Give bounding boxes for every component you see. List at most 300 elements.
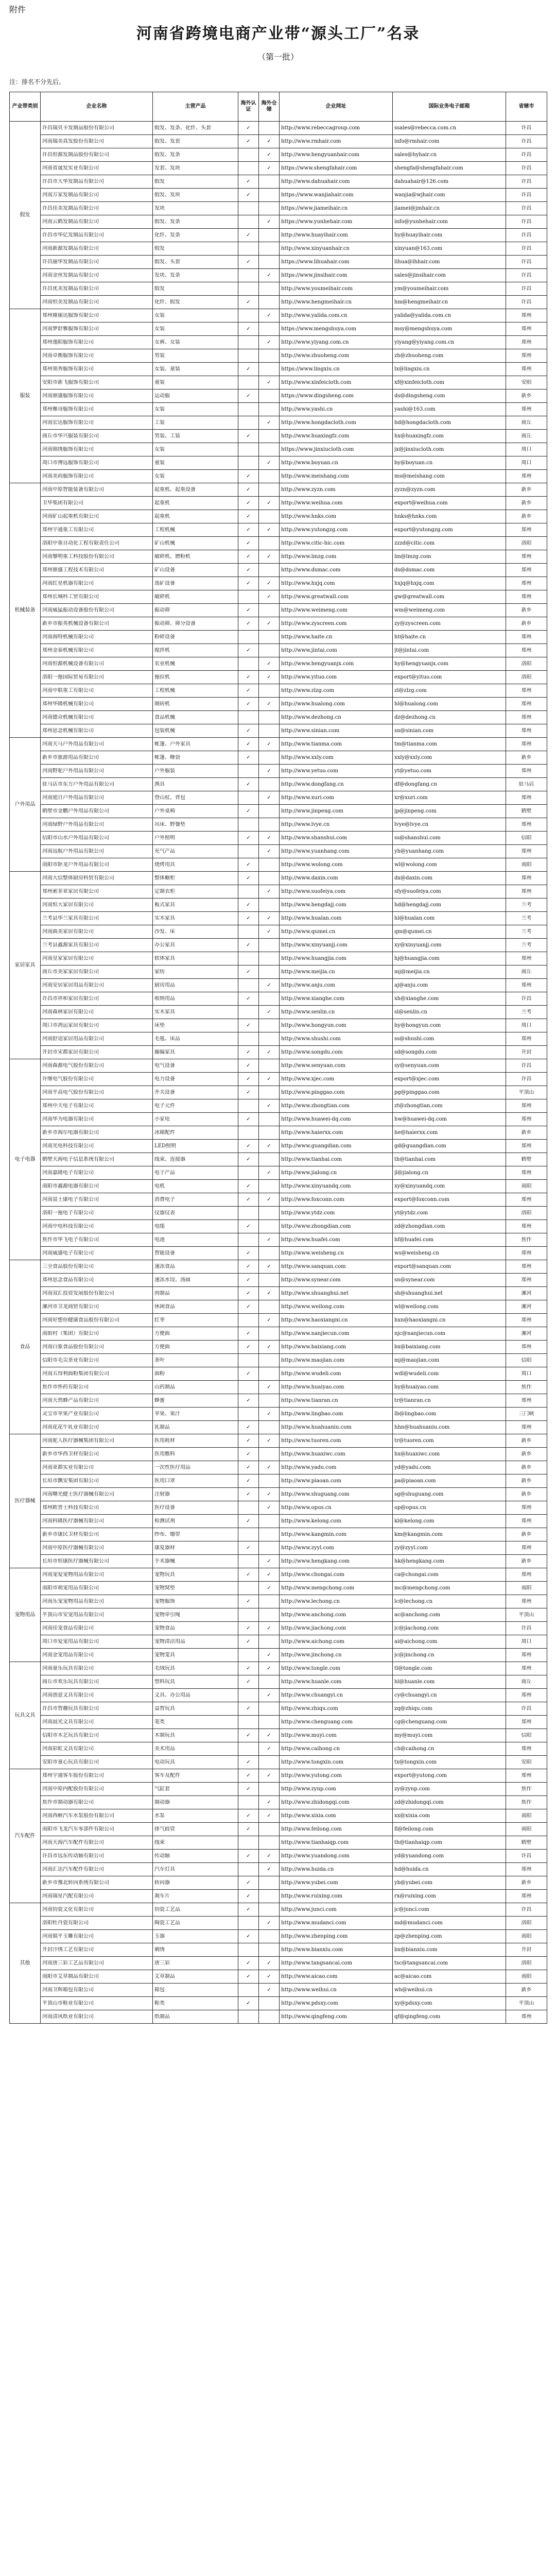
company-name: 河南曙光健士医疗器械有限公司 — [42, 1491, 114, 1497]
main-products-cell — [153, 1260, 238, 1274]
overseas-warehouse-cell — [259, 497, 280, 510]
overseas-warehouse: ✓ — [267, 982, 271, 988]
company-website-cell — [280, 1662, 393, 1675]
main-products: 气缸套 — [154, 1786, 170, 1792]
intl-email: hd@hongdacloth.com — [394, 419, 451, 426]
intl-email-cell — [393, 724, 506, 738]
company-name-cell — [41, 323, 153, 336]
overseas-cert-cell — [238, 992, 259, 1006]
company-name-cell — [41, 175, 153, 189]
company-website: http://www.zlzg.com — [281, 687, 335, 693]
company-website-cell — [280, 899, 393, 912]
main-products-cell — [153, 604, 238, 617]
company-name-cell — [41, 1153, 153, 1166]
intl-email: ds@dingsheng.com — [394, 393, 445, 399]
company-website: https://www.wanjiahair.com — [281, 192, 354, 198]
intl-email: xf@xinfeicloth.com — [394, 379, 444, 385]
city: 洛阳 — [521, 1210, 532, 1216]
company-website-cell — [280, 1528, 393, 1541]
company-name-cell — [41, 1314, 153, 1327]
overseas-cert-cell — [238, 1796, 259, 1809]
company-website-cell — [280, 1327, 393, 1341]
overseas-cert-cell — [238, 965, 259, 979]
overseas-warehouse: ✓ — [267, 848, 271, 854]
table-row — [10, 1046, 547, 1059]
city: 商丘 — [521, 969, 532, 975]
main-products: 电气设备 — [154, 1062, 175, 1069]
intl-email: sl@senlin.cn — [394, 1009, 427, 1015]
overseas-warehouse: ✓ — [267, 1464, 271, 1470]
company-name: 新乡市华西卫材有限公司 — [42, 1451, 99, 1457]
overseas-cert: ✓ — [246, 1478, 251, 1484]
overseas-cert: ✓ — [246, 1263, 251, 1269]
city: 新乡 — [521, 1987, 532, 1993]
company-name: 河南红星机器有限公司 — [42, 580, 94, 586]
table-row — [10, 992, 547, 1006]
city: 郑州 — [521, 1652, 532, 1658]
intl-email: th@tianhaiqp.com — [394, 1839, 442, 1845]
main-products: 电子元件 — [154, 1103, 175, 1109]
intl-email: export@weihua.com — [394, 500, 448, 506]
company-website: http://www.zhongdian.com — [281, 1223, 351, 1229]
table-row — [10, 791, 547, 805]
intl-email: lvye@lvye.cn — [394, 821, 429, 827]
main-products: 宠物笼具 — [154, 1652, 175, 1658]
company-website: http://www.hengyuanhair.com — [281, 151, 359, 158]
city-cell — [506, 122, 547, 135]
city: 郑州 — [521, 339, 532, 345]
main-products-cell — [153, 872, 238, 885]
company-name-cell — [41, 1970, 153, 1984]
main-products: 手术器械 — [154, 1558, 175, 1564]
table-row — [10, 1488, 547, 1501]
company-name-cell — [41, 604, 153, 617]
overseas-cert: ✓ — [246, 1062, 251, 1069]
main-products-cell — [153, 1876, 238, 1890]
overseas-warehouse: ✓ — [267, 1076, 271, 1082]
company-name-cell — [41, 242, 153, 256]
overseas-warehouse: ✓ — [267, 272, 271, 278]
intl-email-cell — [393, 336, 506, 349]
company-name: 鹤壁市金鹏户外用品有限公司 — [42, 808, 109, 814]
overseas-cert-cell — [238, 952, 259, 965]
main-products-cell — [153, 751, 238, 765]
main-products-cell — [153, 1702, 238, 1716]
city: 洛阳 — [521, 1960, 532, 1966]
intl-email: mj@meijia.cn — [394, 969, 430, 975]
intl-email-cell — [393, 483, 506, 497]
city: 周口 — [521, 460, 532, 466]
intl-email-cell — [393, 885, 506, 899]
overseas-cert: ✓ — [246, 995, 251, 1002]
overseas-cert-cell — [238, 644, 259, 657]
document-note: 注：排名不分先后。 — [9, 78, 65, 86]
overseas-warehouse-cell — [259, 1863, 280, 1876]
main-products: 振动筛、筛分设备 — [154, 620, 196, 626]
column-header: 海外仓储 — [259, 92, 280, 122]
overseas-cert-cell — [238, 1943, 259, 1957]
table-row — [10, 564, 547, 577]
intl-email-cell — [393, 175, 506, 189]
overseas-cert-cell — [238, 590, 259, 604]
main-products-cell — [153, 269, 238, 282]
company-name-cell — [41, 939, 153, 952]
company-website: http://www.nanjiecun.com — [281, 1330, 350, 1336]
company-website: http://www.zhenping.com — [281, 1933, 348, 1939]
company-website-cell — [280, 175, 393, 189]
company-website-cell — [280, 2010, 393, 2024]
company-website-cell — [280, 1475, 393, 1488]
company-website: http://www.yutongzg.com — [281, 527, 348, 533]
intl-email: lm@lmzg.com — [394, 553, 431, 560]
table-row — [10, 872, 547, 885]
intl-email-cell — [393, 162, 506, 175]
intl-email-cell — [393, 443, 506, 456]
company-website: http://www.zyyl.com — [281, 1545, 334, 1551]
overseas-warehouse-cell — [259, 1943, 280, 1957]
overseas-warehouse-cell — [259, 1769, 280, 1783]
company-website-cell — [280, 845, 393, 858]
industry-cell: 户外用品 — [10, 738, 41, 872]
intl-email: gd@guangdian.com — [394, 1143, 446, 1149]
company-name: 河南中原智能装备有限公司 — [42, 486, 104, 493]
main-products: 破碎机 — [154, 594, 170, 600]
company-name-cell — [41, 818, 153, 832]
city-cell — [506, 1823, 547, 1836]
company-name: 河南德众机械有限公司 — [42, 714, 94, 720]
table-row — [10, 1836, 547, 1850]
overseas-cert-cell — [238, 1300, 259, 1314]
company-website: http://www.huida.cn — [281, 1866, 334, 1872]
intl-email-cell — [393, 229, 506, 242]
intl-email: yb@yubei.com — [394, 1879, 432, 1886]
city: 郑州 — [521, 741, 532, 747]
company-website: http://www.piaoan.com — [281, 1478, 341, 1484]
intl-email: bx@bianxiu.com — [394, 1946, 438, 1953]
main-products-cell — [153, 992, 238, 1006]
overseas-warehouse-cell — [259, 296, 280, 309]
company-website: http://www.senlin.cn — [281, 1009, 335, 1015]
company-name: 卫华集团有限公司 — [42, 500, 83, 506]
company-website-cell — [280, 215, 393, 229]
main-products: 帐篷、户外家具 — [154, 741, 190, 747]
main-products-cell — [153, 1461, 238, 1475]
company-website-cell — [280, 1876, 393, 1890]
main-products-cell — [153, 349, 238, 363]
intl-email: hl@hualong.com — [394, 701, 438, 707]
overseas-cert-cell — [238, 1086, 259, 1099]
main-products-cell — [153, 336, 238, 349]
main-products-cell — [153, 912, 238, 925]
city: 新乡 — [521, 393, 532, 399]
company-name-cell — [41, 1649, 153, 1662]
table-row — [10, 1327, 547, 1341]
main-products: 实木家具 — [154, 1009, 175, 1015]
city-cell — [506, 148, 547, 162]
intl-email: ym@youmeihair.com — [394, 285, 449, 292]
company-website-cell — [280, 684, 393, 698]
company-name: 信阳市山水户外用品有限公司 — [42, 835, 109, 841]
company-name: 河南森源电气股份有限公司 — [42, 1062, 104, 1069]
table-row — [10, 604, 547, 617]
overseas-warehouse: ✓ — [267, 1692, 271, 1698]
overseas-cert: ✓ — [246, 1973, 251, 1979]
overseas-cert: ✓ — [246, 1277, 251, 1283]
overseas-warehouse-cell — [259, 1287, 280, 1300]
intl-email-cell — [393, 242, 506, 256]
company-name-cell — [41, 1568, 153, 1582]
main-products-cell — [153, 1274, 238, 1287]
overseas-cert-cell — [238, 1059, 259, 1073]
main-products: 纸制品 — [154, 2013, 170, 2020]
company-name: 河南创意文具有限公司 — [42, 1692, 94, 1698]
company-name: 河南舒适家居用品有限公司 — [42, 1036, 104, 1042]
company-website-cell — [280, 1314, 393, 1327]
city-cell — [506, 724, 547, 738]
intl-email: tx@tongxin.com — [394, 1759, 437, 1765]
table-row — [10, 403, 547, 416]
main-products: 刺绣 — [154, 1946, 165, 1953]
overseas-warehouse: ✓ — [267, 500, 271, 506]
intl-email-cell — [393, 2010, 506, 2024]
overseas-warehouse: ✓ — [267, 1384, 271, 1390]
company-name-cell — [41, 644, 153, 657]
company-name-cell — [41, 992, 153, 1006]
overseas-warehouse-cell — [259, 1300, 280, 1314]
overseas-cert-cell — [238, 1260, 259, 1274]
city-cell — [506, 1742, 547, 1756]
intl-email: export@xjec.com — [394, 1076, 440, 1082]
overseas-warehouse-cell — [259, 1528, 280, 1541]
city-cell — [506, 443, 547, 456]
overseas-warehouse-cell — [259, 1608, 280, 1622]
overseas-cert-cell — [238, 1126, 259, 1140]
intl-email-cell — [393, 939, 506, 952]
overseas-cert: ✓ — [246, 1183, 251, 1189]
main-products: 红枣 — [154, 1317, 165, 1323]
intl-email-cell — [393, 1354, 506, 1367]
intl-email: yt@ytdz.com — [394, 1210, 428, 1216]
city-cell — [506, 1019, 547, 1032]
overseas-cert-cell — [238, 1073, 259, 1086]
city-cell — [506, 791, 547, 805]
main-products: 假发 — [154, 285, 165, 292]
intl-email: shengfa@shengfahair.com — [394, 165, 463, 171]
company-name-cell — [41, 1863, 153, 1876]
main-products: 宠物服饰 — [154, 1598, 175, 1604]
company-name: 南阳市卧龙户外用品有限公司 — [42, 861, 109, 868]
column-header: 海外认证 — [238, 92, 259, 122]
main-products: 方便面 — [154, 1330, 170, 1336]
city: 商丘 — [521, 433, 532, 439]
main-products-cell — [153, 724, 238, 738]
main-products-cell — [153, 1166, 238, 1180]
main-products: 女装 — [154, 446, 165, 452]
intl-email-cell — [393, 1113, 506, 1126]
city: 开封 — [521, 1049, 532, 1055]
city-cell — [506, 738, 547, 751]
company-name-cell — [41, 872, 153, 885]
main-products: 乳制品 — [154, 1424, 170, 1430]
intl-email-cell — [393, 1702, 506, 1716]
company-name-cell — [41, 1207, 153, 1220]
company-website-cell — [280, 1608, 393, 1622]
intl-email: hxjq@hxjq.com — [394, 580, 435, 586]
company-name-cell — [41, 1086, 153, 1099]
overseas-warehouse-cell — [259, 1086, 280, 1099]
city-cell — [506, 470, 547, 483]
main-products: 女装、童装 — [154, 366, 180, 372]
city: 新乡 — [521, 513, 532, 519]
company-website-cell — [280, 202, 393, 215]
city: 郑州 — [521, 406, 532, 412]
intl-email-cell — [393, 202, 506, 215]
company-website-cell — [280, 1917, 393, 1930]
overseas-cert: ✓ — [246, 607, 251, 613]
table-row — [10, 443, 547, 456]
main-products-cell — [153, 657, 238, 671]
main-products-cell — [153, 979, 238, 992]
overseas-warehouse-cell — [259, 684, 280, 698]
company-name: 郑州思念机械有限公司 — [42, 727, 94, 734]
city: 许昌 — [521, 1705, 532, 1711]
city: 郑州 — [521, 553, 532, 560]
overseas-warehouse-cell — [259, 1984, 280, 1997]
overseas-warehouse-cell — [259, 939, 280, 952]
city-cell — [506, 1300, 547, 1314]
company-website: http://www.huaxingfz.com — [281, 433, 350, 439]
company-name: 河南好想你健康食品股份有限公司 — [42, 1317, 119, 1323]
overseas-cert-cell — [238, 1836, 259, 1850]
table-row — [10, 229, 547, 242]
company-website-cell — [280, 349, 393, 363]
overseas-cert-cell — [238, 537, 259, 550]
city: 郑州 — [521, 1571, 532, 1578]
main-products: 女裤、女装 — [154, 339, 180, 345]
city: 郑州 — [521, 1143, 532, 1149]
company-website: http://www.synear.com — [281, 1277, 341, 1283]
intl-email-cell — [393, 122, 506, 135]
overseas-warehouse-cell — [259, 885, 280, 899]
intl-email: qm@qumei.cn — [394, 928, 432, 935]
overseas-warehouse-cell — [259, 1890, 280, 1903]
overseas-warehouse-cell — [259, 269, 280, 282]
company-name-cell — [41, 832, 153, 845]
table-row — [10, 1890, 547, 1903]
company-name-cell — [41, 631, 153, 644]
company-name-cell — [41, 1032, 153, 1046]
city-cell — [506, 1501, 547, 1515]
company-website-cell — [280, 1408, 393, 1421]
city: 周口 — [521, 1370, 532, 1377]
company-name: 许昌瑞贝卡发制品股份有限公司 — [42, 125, 114, 131]
city-cell — [506, 1769, 547, 1783]
city-cell — [506, 1716, 547, 1729]
intl-email-cell — [393, 256, 506, 269]
overseas-cert-cell — [238, 805, 259, 818]
main-products: 女装 — [154, 312, 165, 318]
company-name-cell — [41, 1890, 153, 1903]
company-website: http://www.hualan.com — [281, 915, 342, 921]
company-name: 许昌市智趣玩具有限公司 — [42, 1705, 99, 1711]
overseas-warehouse: ✓ — [267, 1772, 271, 1778]
intl-email-cell — [393, 1984, 506, 1997]
intl-email-cell — [393, 1287, 506, 1300]
overseas-cert-cell — [238, 1823, 259, 1836]
company-name: 焦作市华飞电子有限公司 — [42, 1236, 99, 1243]
city-cell — [506, 403, 547, 416]
intl-email: df@dongfang.cn — [394, 781, 438, 787]
overseas-cert-cell — [238, 1863, 259, 1876]
main-products: 板式家具 — [154, 902, 175, 908]
city-cell — [506, 1515, 547, 1528]
company-name: 河南新源发制品有限公司 — [42, 245, 99, 251]
main-products: 刹车片 — [154, 1893, 170, 1899]
company-name-cell — [41, 403, 153, 416]
company-website-cell — [280, 1769, 393, 1783]
overseas-cert-cell — [238, 1113, 259, 1126]
company-website-cell — [280, 189, 393, 202]
company-name: 焦作市制动器有限公司 — [42, 1799, 94, 1805]
company-name: 河南佳宠食品有限公司 — [42, 1625, 94, 1631]
overseas-cert-cell — [238, 256, 259, 269]
overseas-warehouse-cell — [259, 1796, 280, 1809]
city-cell — [506, 885, 547, 899]
main-products-cell — [153, 791, 238, 805]
industry-cell: 玩具文具 — [10, 1662, 41, 1769]
city-cell — [506, 202, 547, 215]
overseas-warehouse: ✓ — [267, 1652, 271, 1658]
main-products-cell — [153, 443, 238, 456]
main-products-cell — [153, 925, 238, 939]
company-website: http://www.huafei.com — [281, 1236, 340, 1243]
city-cell — [506, 1930, 547, 1943]
intl-email-cell — [393, 376, 506, 389]
company-name-cell — [41, 1903, 153, 1917]
table-row — [10, 925, 547, 939]
intl-email: zh@zhuoheng.com — [394, 352, 444, 359]
company-website: http://www.haoxiangni.cn — [281, 1317, 348, 1323]
overseas-warehouse: ✓ — [267, 674, 271, 680]
company-website-cell — [280, 1166, 393, 1180]
overseas-warehouse-cell — [259, 1354, 280, 1367]
company-name: 鹤壁天海电子信息系统有限公司 — [42, 1156, 114, 1162]
main-products-cell — [153, 1863, 238, 1876]
company-website-cell — [280, 1729, 393, 1742]
company-website: http://www.sinian.com — [281, 727, 340, 734]
company-website-cell — [280, 631, 393, 644]
overseas-warehouse-cell — [259, 1207, 280, 1220]
city: 郑州 — [521, 1745, 532, 1752]
company-name-cell — [41, 724, 153, 738]
main-products: 面粉 — [154, 1370, 165, 1377]
city-cell — [506, 1153, 547, 1166]
company-website-cell — [280, 1890, 393, 1903]
overseas-warehouse-cell — [259, 443, 280, 456]
city: 鹤壁 — [521, 808, 532, 814]
intl-email: export@yutongzg.com — [394, 527, 453, 533]
intl-email-cell — [393, 1421, 506, 1434]
city: 兰考 — [521, 902, 532, 908]
overseas-warehouse-cell — [259, 1649, 280, 1662]
overseas-warehouse-cell — [259, 1166, 280, 1180]
overseas-warehouse-cell — [259, 564, 280, 577]
main-products-cell — [153, 389, 238, 403]
overseas-cert-cell — [238, 1568, 259, 1582]
main-products-cell — [153, 1488, 238, 1501]
table-row — [10, 1943, 547, 1957]
city: 郑州 — [521, 955, 532, 961]
